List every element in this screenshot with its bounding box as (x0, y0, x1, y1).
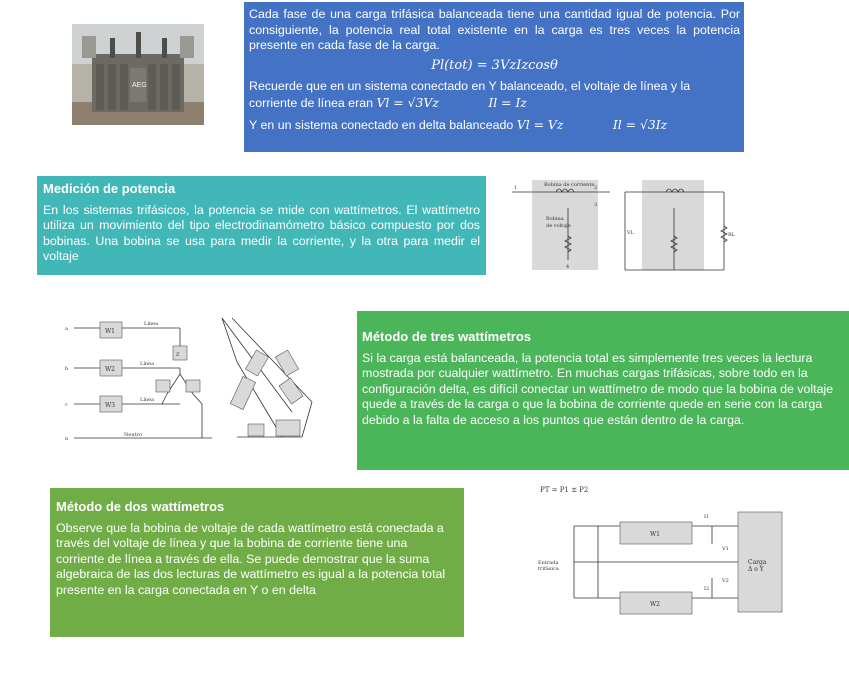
terminal-4: 4 (566, 264, 570, 270)
transformer-photo (72, 24, 204, 125)
total-power-formula: Pl(tot) = 3VzIzcosθ (431, 57, 558, 73)
voltage-label: VL (627, 230, 634, 236)
delta-relation (249, 117, 740, 134)
photo-label: AEG (132, 82, 147, 89)
za-label: Z (176, 352, 180, 358)
wye-current-formula: Il = Iz (488, 94, 527, 110)
coil-voltage-label-1: Bobina (546, 216, 564, 222)
entrada-label-2: trifásica (538, 566, 559, 572)
dos-body: Observe que la bobina de voltaje de cada wattímetro está conectada a través del voltaje de línea y que la bobina de corriente tiene una corriente de línea a través de ella. Se puede demostrar que la suma algebraica de las dos lecturas de wattímetro es igual a la potencia total presente en la carga conectada en Y o en delta (56, 520, 446, 597)
two-w1: W1 (650, 531, 660, 538)
node-c: c (65, 402, 68, 408)
dos-title: Método de dos wattímetros (56, 499, 225, 514)
medicion-box (37, 176, 486, 275)
carga-label-2: Δ o Y (748, 566, 764, 573)
delta-voltage-formula: Vl = Vz (516, 117, 564, 132)
medicion-body: En los sistemas trifásicos, la potencia se mide con wattímetros. El wattímetro utiliza un movimiento del tipo electrodinamómetro básico compuesto por dos bobinas. Una bobina se usa para medir la corriente, y la otra para medir el voltaje (43, 202, 480, 263)
node-a: a (65, 326, 68, 332)
current-i2: I2 (704, 586, 710, 592)
delta-text: Y en un sistema conectado en delta balanceado (249, 118, 514, 132)
wattmeter-coil-diagram (510, 178, 740, 278)
wye-text: Recuerde que en un sistema conectado en Y balanceado, el voltaje de línea y la corriente de línea eran (249, 79, 691, 110)
three-w2: W2 (105, 366, 115, 373)
linea-1: Línea (144, 321, 159, 327)
tres-box (357, 311, 849, 470)
two-wattmeter-diagram (532, 478, 792, 628)
voltage-v1: V1 (722, 546, 729, 552)
tres-title: Método de tres wattímetros (362, 329, 532, 344)
current-i1: I1 (704, 514, 710, 520)
terminal-2: 2 (594, 185, 598, 191)
linea-3: Línea (140, 397, 155, 403)
delta-current-formula: Il = √3Iz (612, 117, 668, 132)
neutro-label: Neutro (124, 432, 142, 438)
node-b: b (65, 366, 69, 372)
medicion-title: Medición de potencia (43, 181, 176, 196)
carga-label-1: Carga (748, 559, 767, 566)
three-w1: W1 (105, 328, 115, 335)
terminal-3: 3 (594, 202, 598, 208)
entrada-label-1: Entrada (538, 560, 559, 566)
terminal-1: 1 (514, 185, 518, 191)
tres-body: Si la carga está balanceada, la potencia total es simplemente tres veces la lectura mostrada por cualquier wattímetro. En muchas cargas trifásicas, sobre todo en la configuración delta, es difícil conectar un wattímetro de modo que la bobina de voltaje quede a través de la carga o que la bobina de corriente quede en serie con la carga debido a la falta de acceso a los puntos que están dentro de la carga. (362, 350, 834, 427)
two-formula: PT = P1 ± P2 (540, 486, 589, 494)
resistor-label: RL (728, 232, 736, 238)
intro-paragraph: Cada fase de una carga trifásica balanceada tiene una cantidad igual de potencia. Por consiguiente, la potencia real total existente en la carga es tres veces la potencia presente en cada fase de la carga. (249, 7, 740, 52)
node-n: n (65, 436, 69, 442)
voltage-v2: V2 (722, 578, 729, 584)
wye-relation (249, 79, 740, 111)
coil-current-label: Bobina de corriente (544, 182, 595, 188)
coil-voltage-label-2: de voltaje (546, 223, 571, 229)
wye-voltage-formula: Vl = √3Vz (376, 94, 439, 110)
intro-box (244, 2, 744, 152)
three-wattmeter-diagram (62, 312, 352, 462)
dos-box (50, 488, 464, 637)
linea-2: Línea (140, 361, 155, 367)
three-w3: W3 (105, 402, 115, 409)
two-w2: W2 (650, 601, 660, 608)
